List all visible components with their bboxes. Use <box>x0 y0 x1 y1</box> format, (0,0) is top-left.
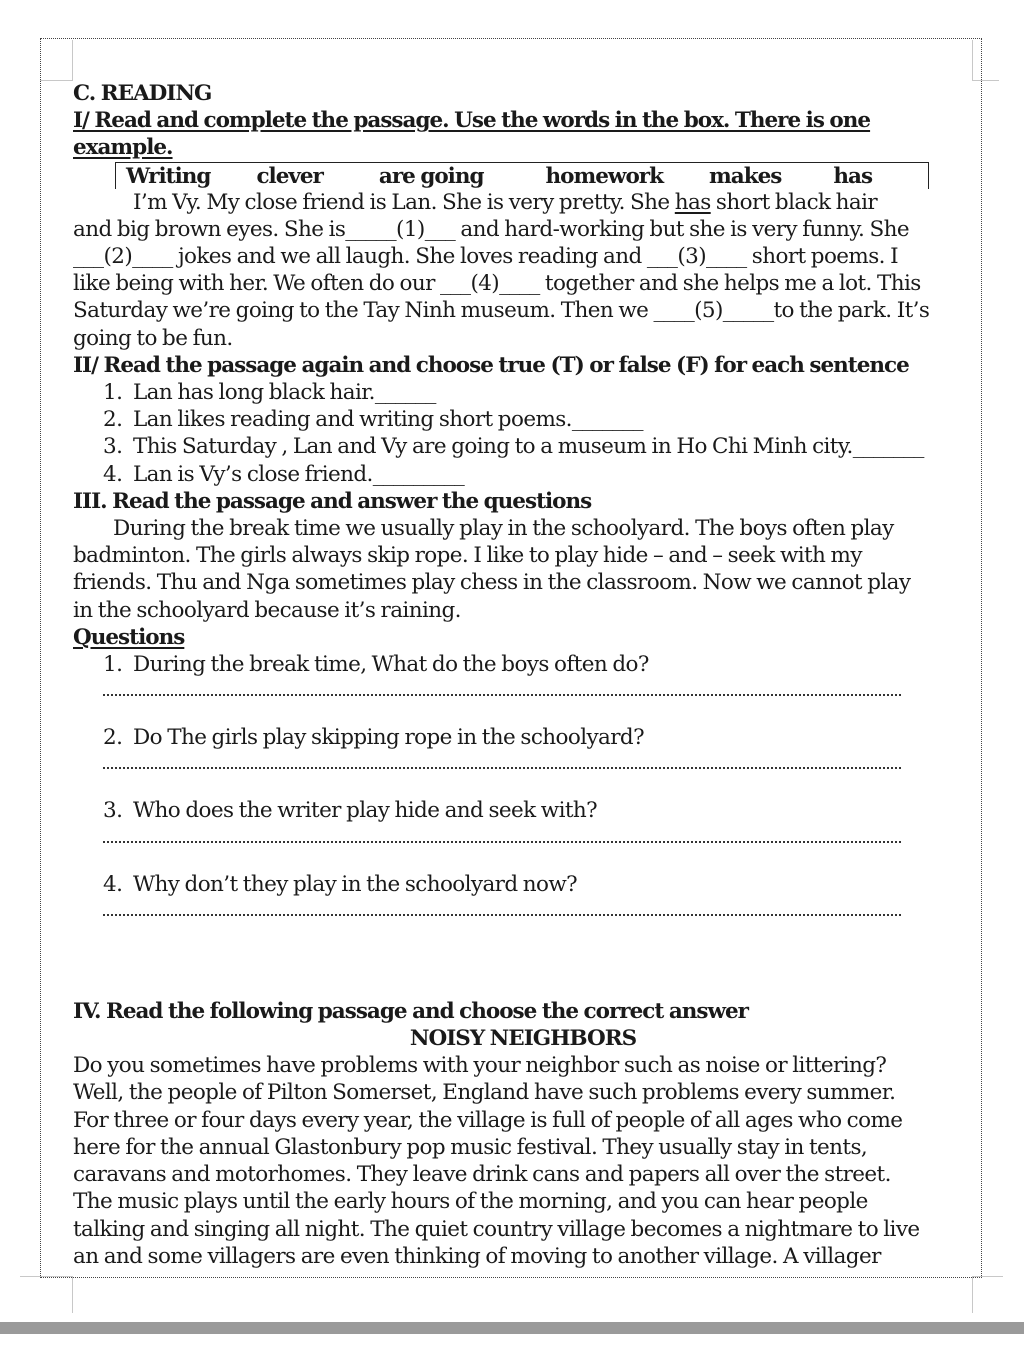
crop-mark-bottom-left <box>20 1276 73 1313</box>
word-box-item: are going <box>378 163 484 189</box>
question-text: Who does the writer play hide and seek with? <box>133 798 598 824</box>
item-text: Lan likes reading and writing short poems._______ <box>133 407 643 433</box>
passage-line: like being with her. We often do our ___(4)____ together and she helps me a lot. This <box>73 271 921 297</box>
question-number: 4. <box>103 871 123 897</box>
passage-line <box>73 189 973 216</box>
passage-line: The music plays until the early hours of the morning, and you can hear people <box>73 1189 868 1215</box>
item-number: 4. <box>103 461 123 487</box>
list-item <box>73 433 973 460</box>
question-text: During the break time, What do the boys often do? <box>133 652 649 678</box>
passage-line: an and some villagers are even thinking of moving to another village. A villager <box>73 1243 881 1269</box>
page-separator-bar <box>0 1322 1024 1334</box>
passage-line: talking and singing all night. The quiet country village becomes a nightmare to live <box>73 1216 920 1242</box>
questions-list <box>73 651 973 916</box>
passage-line: badminton. The girls always skip rope. I like to play hide – and – seek with my <box>73 543 862 569</box>
item-number: 3. <box>103 434 123 460</box>
question-number: 3. <box>103 798 123 824</box>
crop-mark-top-left <box>40 40 73 81</box>
answer-line[interactable] <box>103 831 901 843</box>
passage-line: friends. Thu and Nga sometimes play chess in the classroom. Now we cannot play <box>73 570 911 596</box>
item-text: Lan has long black hair.______ <box>133 380 436 406</box>
passage-line: Do you sometimes have problems with your neighbor such as noise or littering? <box>73 1053 887 1079</box>
passage-line: caravans and motorhomes. They leave drink cans and papers all over the street. <box>73 1162 891 1188</box>
passage-line: Well, the people of Pilton Somerset, England have such problems every summer. <box>73 1080 896 1106</box>
answer-line[interactable] <box>103 904 901 916</box>
question-number: 1. <box>103 652 123 678</box>
word-box-item: clever <box>256 163 323 189</box>
question-item <box>73 797 973 824</box>
part4-heading: IV. Read the following passage and choose the correct answer <box>73 998 748 1024</box>
list-item <box>73 379 973 406</box>
passage-line: going to be fun. <box>73 325 233 351</box>
question-item <box>73 871 973 898</box>
item-number: 2. <box>103 407 123 433</box>
crop-mark-top-right <box>972 40 999 81</box>
answer-line[interactable] <box>103 757 901 769</box>
passage-line: During the break time we usually play in the schoolyard. The boys often play <box>113 516 894 542</box>
question-item <box>73 724 973 751</box>
passage-line: Saturday we’re going to the Tay Ninh museum. Then we ____(5)_____to the park. It’s <box>73 298 930 324</box>
spacer <box>73 944 973 998</box>
passage-line: here for the annual Glastonbury pop music festival. They usually stay in tents, <box>73 1134 868 1160</box>
part4-passage <box>73 1052 973 1270</box>
passage-line: in the schoolyard because it’s raining. <box>73 597 461 623</box>
passage-line: For three or four days every year, the village is full of people of all ages who come <box>73 1107 903 1133</box>
item-number: 1. <box>103 380 123 406</box>
question-number: 2. <box>103 725 123 751</box>
list-item <box>73 406 973 433</box>
crop-mark-bottom-right <box>972 1276 1003 1313</box>
question-item <box>73 651 973 678</box>
passage-line: ___(2)____ jokes and we all laugh. She loves reading and ___(3)____ short poems. I <box>73 244 899 270</box>
part2-heading: II/ Read the passage again and choose true (T) or false (F) for each sentence <box>73 352 909 378</box>
word-box-item: Writing <box>126 163 211 189</box>
passage-title: NOISY NEIGHBORS <box>409 1026 637 1052</box>
question-text: Why don’t they play in the schoolyard now? <box>133 871 578 897</box>
word-box-item: homework <box>545 163 664 189</box>
part3-passage <box>73 515 973 624</box>
document-content <box>73 80 973 1270</box>
passage-text: I’m Vy. My close friend is Lan. She is very pretty. She <box>133 189 675 215</box>
word-box-item: makes <box>709 163 782 189</box>
true-false-list <box>73 379 973 488</box>
part3-heading: III. Read the passage and answer the questions <box>73 488 592 514</box>
section-title: C. READING <box>73 81 212 106</box>
question-text: Do The girls play skipping rope in the schoolyard? <box>133 725 645 751</box>
questions-label: Questions <box>73 624 185 650</box>
item-text: Lan is Vy’s close friend._________ <box>133 461 465 487</box>
passage-text: short black hair <box>710 189 878 215</box>
part1-passage <box>73 189 973 352</box>
part1-heading: I/ Read and complete the passage. Use the words in the box. There is one example. <box>73 108 871 161</box>
word-box <box>115 162 929 189</box>
passage-line: and big brown eyes. She is_____(1)___ and hard-working but she is very funny. She <box>73 216 909 242</box>
answer-line[interactable] <box>103 684 901 696</box>
list-item <box>73 461 973 488</box>
word-box-item: has <box>833 163 873 189</box>
item-text: This Saturday , Lan and Vy are going to a museum in Ho Chi Minh city._______ <box>133 434 924 460</box>
example-answer: has <box>674 189 711 215</box>
